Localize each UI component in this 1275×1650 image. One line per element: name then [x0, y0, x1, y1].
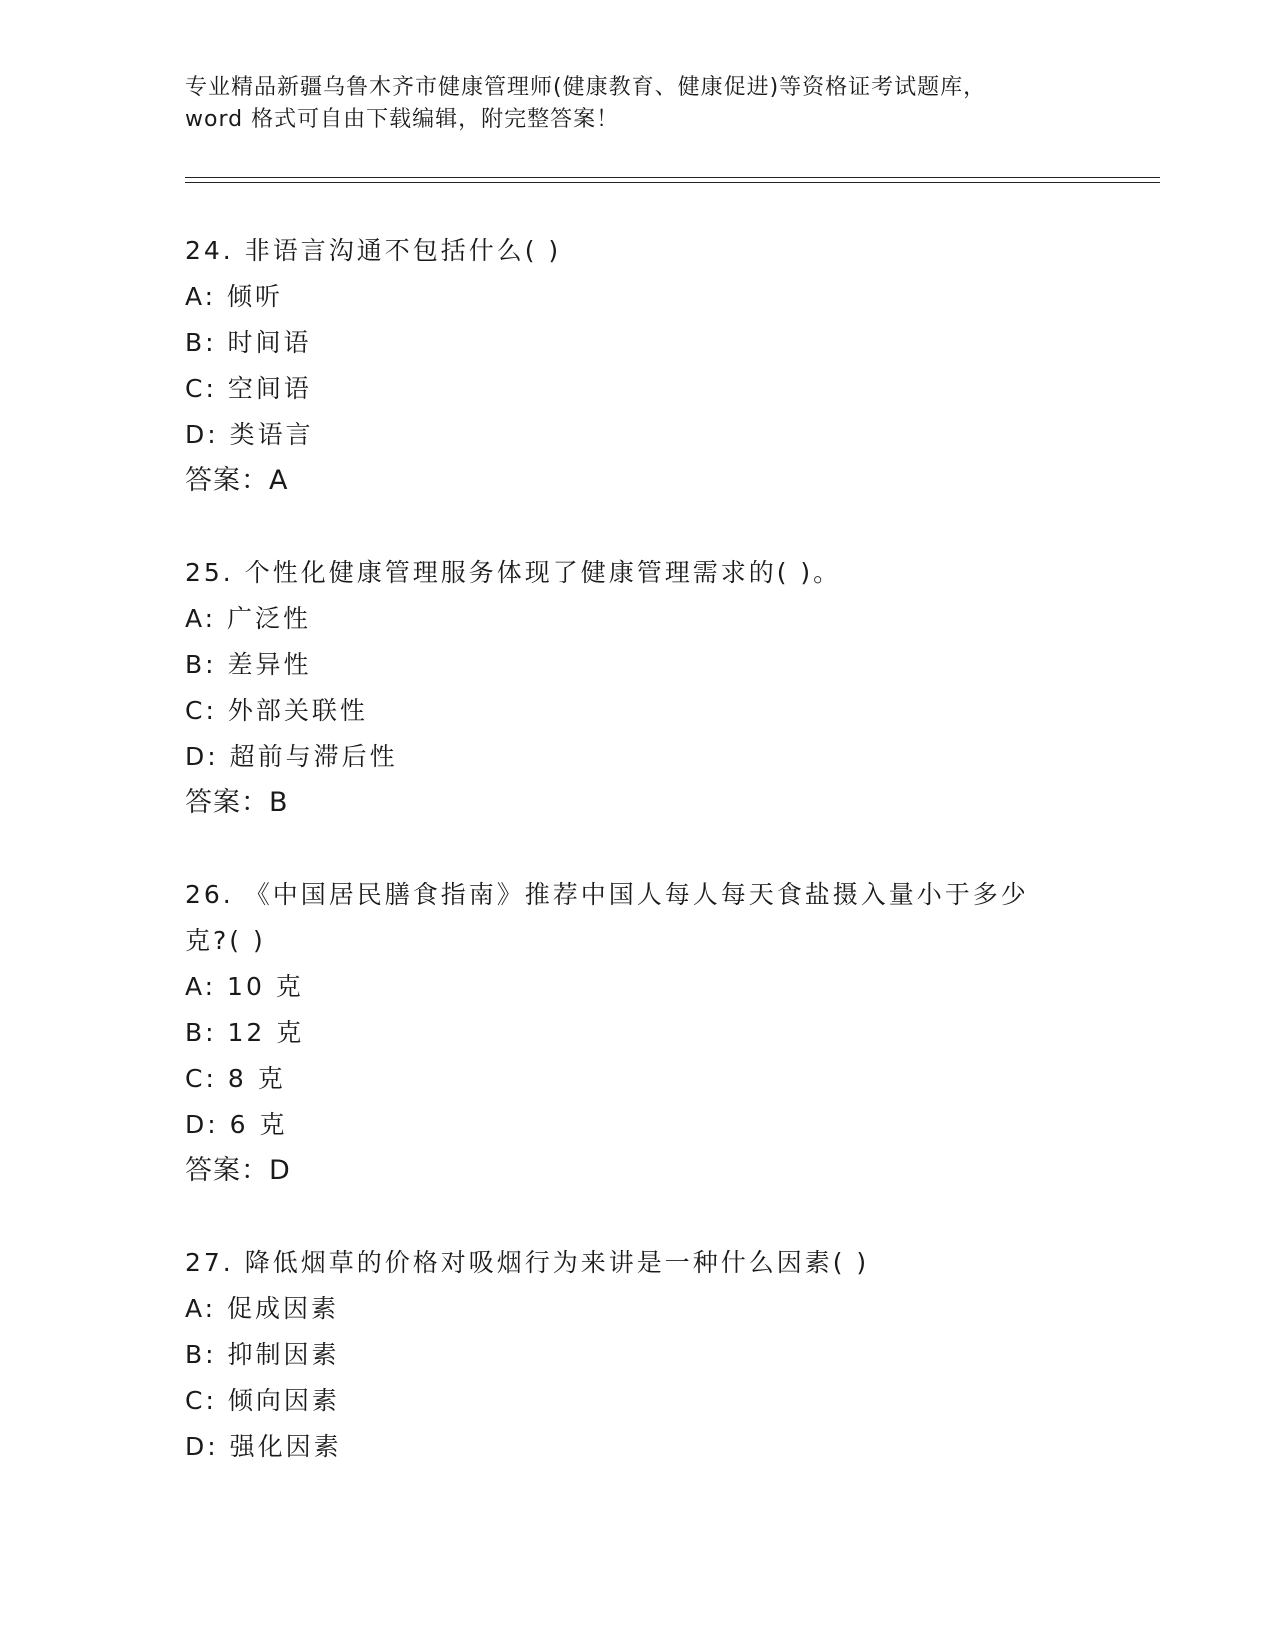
option-d: D: 6 克	[185, 1110, 288, 1139]
option-c: C: 空间语	[185, 374, 312, 403]
question-26	[185, 872, 1085, 1194]
header-line-1: 专业精品新疆乌鲁木齐市健康管理师(健康教育、健康促进)等资格证考试题库，	[185, 75, 987, 100]
question-24	[185, 228, 1085, 504]
question-27	[185, 1240, 1085, 1470]
option-a: A: 广泛性	[185, 604, 312, 633]
answer-line: 答案：B	[185, 787, 289, 818]
option-d: D: 强化因素	[185, 1432, 342, 1461]
header-line-2: word 格式可自由下载编辑，附完整答案！	[185, 107, 620, 132]
option-d: D: 类语言	[185, 420, 314, 449]
option-d: D: 超前与滞后性	[185, 742, 398, 771]
option-a: A: 10 克	[185, 972, 304, 1001]
question-stem: 27. 降低烟草的价格对吸烟行为来讲是一种什么因素( )	[185, 1248, 870, 1277]
question-stem: 25. 个性化健康管理服务体现了健康管理需求的( )。	[185, 558, 842, 587]
answer-line: 答案：D	[185, 1155, 291, 1186]
question-stem-continued: 克?( )	[185, 926, 266, 955]
option-a: A: 倾听	[185, 282, 284, 311]
header-divider-top	[185, 177, 1160, 178]
question-stem: 26. 《中国居民膳食指南》推荐中国人每人每天食盐摄入量小于多少	[185, 880, 1029, 909]
option-a: A: 促成因素	[185, 1294, 340, 1323]
option-b: B: 时间语	[185, 328, 312, 357]
option-b: B: 抑制因素	[185, 1340, 340, 1369]
option-c: C: 外部关联性	[185, 696, 368, 725]
header-divider-bottom	[185, 182, 1160, 183]
answer-line: 答案：A	[185, 465, 289, 496]
option-b: B: 12 克	[185, 1018, 305, 1047]
option-b: B: 差异性	[185, 650, 312, 679]
question-stem: 24. 非语言沟通不包括什么( )	[185, 236, 562, 265]
document-header	[185, 72, 1085, 136]
option-c: C: 倾向因素	[185, 1386, 340, 1415]
question-25	[185, 550, 1085, 826]
option-c: C: 8 克	[185, 1064, 286, 1093]
